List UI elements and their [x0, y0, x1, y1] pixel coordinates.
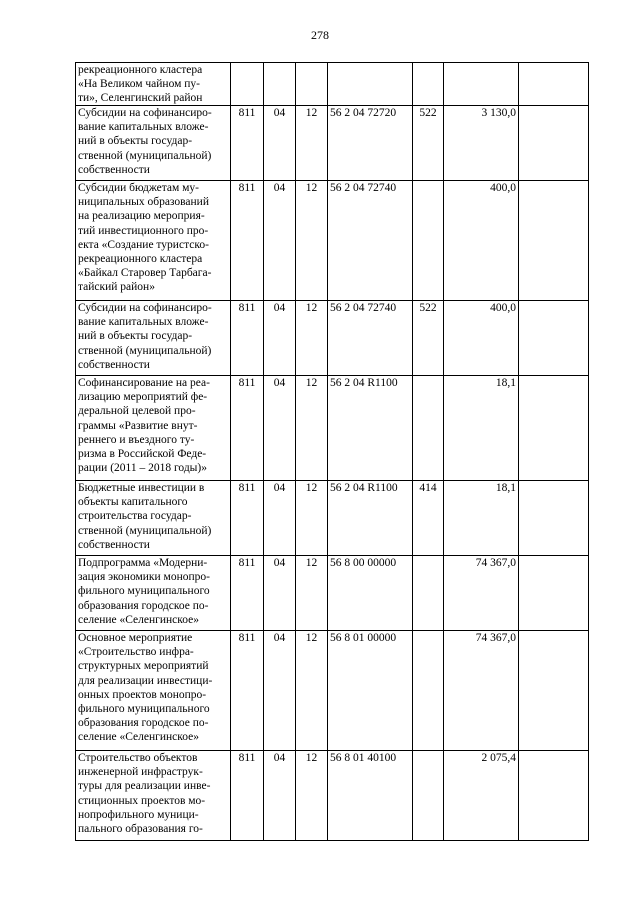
ministry-code: 811 — [231, 106, 264, 181]
expense-type-code — [413, 751, 444, 841]
table-row — [76, 301, 589, 376]
extra-amount — [519, 376, 589, 481]
amount: 18,1 — [444, 481, 519, 556]
expense-type-code: 522 — [413, 301, 444, 376]
extra-amount — [519, 63, 589, 106]
extra-amount — [519, 631, 589, 751]
subsection-code: 12 — [296, 301, 328, 376]
amount: 400,0 — [444, 181, 519, 301]
row-name: Субсидии бюджетам му- ниципальных образований на реализацию мероприя- тий инвестиционного про- екта «Создание туристско- рекреационного кластера «Байкал Старовер Тарбага- тайский район» — [76, 181, 231, 301]
ministry-code: 811 — [231, 481, 264, 556]
extra-amount — [519, 181, 589, 301]
extra-amount — [519, 556, 589, 631]
amount: 2 075,4 — [444, 751, 519, 841]
target-article-code: 56 2 04 72720 — [328, 106, 413, 181]
ministry-code — [231, 63, 264, 106]
table-row — [76, 631, 589, 751]
amount: 74 367,0 — [444, 556, 519, 631]
section-code: 04 — [264, 106, 296, 181]
row-name: Основное мероприятие «Строительство инфра- структурных мероприятий для реализации инвестици- онных проектов монопро- фильного муниципального образования городское по- селение «Селенгинское» — [76, 631, 231, 751]
amount: 18,1 — [444, 376, 519, 481]
expense-type-code: 522 — [413, 106, 444, 181]
ministry-code: 811 — [231, 556, 264, 631]
target-article-code: 56 2 04 R1100 — [328, 481, 413, 556]
ministry-code: 811 — [231, 181, 264, 301]
table-row — [76, 376, 589, 481]
row-name: рекреационного кластера «На Великом чайном пу- ти», Селенгинский район — [76, 63, 231, 106]
expense-type-code — [413, 376, 444, 481]
extra-amount — [519, 106, 589, 181]
target-article-code: 56 8 01 40100 — [328, 751, 413, 841]
section-code: 04 — [264, 301, 296, 376]
subsection-code — [296, 63, 328, 106]
ministry-code: 811 — [231, 376, 264, 481]
subsection-code: 12 — [296, 751, 328, 841]
target-article-code: 56 8 01 00000 — [328, 631, 413, 751]
section-code: 04 — [264, 481, 296, 556]
section-code: 04 — [264, 376, 296, 481]
ministry-code: 811 — [231, 751, 264, 841]
amount: 3 130,0 — [444, 106, 519, 181]
table-row — [76, 481, 589, 556]
extra-amount — [519, 301, 589, 376]
budget-table — [75, 62, 589, 841]
subsection-code: 12 — [296, 556, 328, 631]
expense-type-code — [413, 63, 444, 106]
row-name: Субсидии на софинансиро- вание капитальных вложе- ний в объекты государ- ственной (муниципальной) собственности — [76, 301, 231, 376]
extra-amount — [519, 481, 589, 556]
table-row — [76, 556, 589, 631]
expense-type-code: 414 — [413, 481, 444, 556]
row-name: Бюджетные инвестиции в объекты капитального строительства государ- ственной (муниципальной) собственности — [76, 481, 231, 556]
amount: 74 367,0 — [444, 631, 519, 751]
subsection-code: 12 — [296, 106, 328, 181]
table-row — [76, 63, 589, 106]
ministry-code: 811 — [231, 301, 264, 376]
target-article-code: 56 8 00 00000 — [328, 556, 413, 631]
subsection-code: 12 — [296, 631, 328, 751]
row-name: Строительство объектов инженерной инфраструк- туры для реализации инве- стиционных проектов мо- нопрофильного муници- пального образования го- — [76, 751, 231, 841]
target-article-code — [328, 63, 413, 106]
subsection-code: 12 — [296, 481, 328, 556]
subsection-code: 12 — [296, 376, 328, 481]
table-row — [76, 181, 589, 301]
row-name: Софинансирование на реа- лизацию мероприятий фе- деральной целевой про- граммы «Развитие внут- реннего и въездного ту- ризма в Российской Феде- рации (2011 – 2018 годы)» — [76, 376, 231, 481]
section-code: 04 — [264, 751, 296, 841]
row-name: Субсидии на софинансиро- вание капитальных вложе- ний в объекты государ- ственной (муниципальной) собственности — [76, 106, 231, 181]
subsection-code: 12 — [296, 181, 328, 301]
extra-amount — [519, 751, 589, 841]
section-code: 04 — [264, 631, 296, 751]
page-number: 278 — [311, 28, 329, 42]
table-row — [76, 106, 589, 181]
table-row — [76, 751, 589, 841]
target-article-code: 56 2 04 72740 — [328, 181, 413, 301]
amount — [444, 63, 519, 106]
section-code: 04 — [264, 556, 296, 631]
amount: 400,0 — [444, 301, 519, 376]
table-body — [76, 63, 589, 841]
row-name: Подпрограмма «Модерни- зация экономики монопро- фильного муниципального образования городское по- селение «Селенгинское» — [76, 556, 231, 631]
ministry-code: 811 — [231, 631, 264, 751]
target-article-code: 56 2 04 72740 — [328, 301, 413, 376]
section-code — [264, 63, 296, 106]
expense-type-code — [413, 556, 444, 631]
target-article-code: 56 2 04 R1100 — [328, 376, 413, 481]
expense-type-code — [413, 181, 444, 301]
expense-type-code — [413, 631, 444, 751]
section-code: 04 — [264, 181, 296, 301]
